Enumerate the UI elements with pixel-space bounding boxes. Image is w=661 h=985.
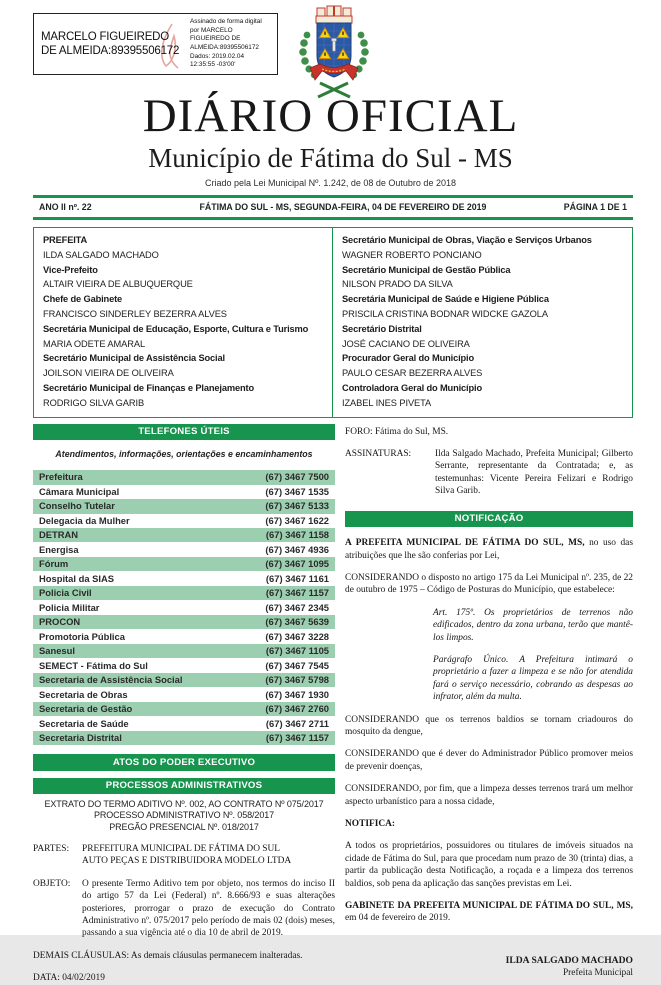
notification-body	[345, 537, 633, 925]
right-column	[345, 424, 633, 985]
phone-entity: Conselho Tutelar	[39, 500, 115, 512]
objeto-text: O presente Termo Aditivo tem por objeto, nos termos do inciso II do artigo 57 da Lei (Federal) nº. 8.666/93 e suas alterações posteriores, prorrogar o prazo de execução do Contrato Administrativo nº. 075/2017 pelo período de mais 02 (dois) meses, passando a sua vigência até o dia 10 de abril de 2019.	[82, 878, 335, 939]
phone-row	[33, 731, 335, 745]
official-name: MARIA ODETE AMARAL	[43, 338, 146, 349]
phone-entity: Secretaria de Saúde	[39, 717, 129, 729]
official-name: ILDA SALGADO MACHADO	[43, 249, 159, 260]
phone-number: (67) 3467 2345	[265, 601, 329, 613]
paragraph-text: Parágrafo Único. A Prefeitura intimará o proprietário a fazer a limpeza e se não for atendida fará o serviço necessário, cobrando as despesas ao infrator, além da multa.	[433, 654, 633, 703]
phone-row	[33, 528, 335, 542]
phone-number: (67) 3467 1105	[265, 645, 329, 657]
contract-legal-block	[345, 426, 633, 498]
official-role: Secretário Municipal de Gestão Pública	[342, 264, 511, 275]
foro-line: FORO: Fátima do Sul, MS.	[345, 426, 449, 437]
gazette-tagline: Criado pela Lei Municipal Nº. 1.242, de 08 de Outubro de 2018	[205, 178, 456, 188]
extrato-data: DATA: 04/02/2019	[33, 973, 105, 984]
municipal-crest-icon	[296, 5, 372, 99]
phone-row	[33, 557, 335, 571]
phone-row	[33, 716, 335, 730]
official-role: Procurador Geral do Município	[342, 353, 475, 364]
phone-row	[33, 499, 335, 513]
phone-row	[33, 485, 335, 499]
phone-row	[33, 658, 335, 672]
official-role: Secretário Municipal de Finanças e Planejamento	[43, 382, 254, 393]
paragraph-text: CONSIDERANDO, por fim, que a limpeza desses terrenos trará um melhor aspecto urbanístico para a nossa cidade,	[345, 784, 633, 807]
official-name: RODRIGO SILVA GARIB	[43, 397, 145, 408]
edition-date: FÁTIMA DO SUL - MS, SEGUNDA-FEIRA, 04 DE FEVEREIRO DE 2019	[199, 202, 487, 212]
assinaturas-block	[345, 448, 633, 498]
phone-entity: Policia Civil	[39, 587, 92, 599]
phone-number: (67) 3467 1158	[265, 529, 329, 541]
paragraph-text: A todos os proprietários, possuidores ou titulares de imóveis situados na cidade de Fátima do Sul, para que procedam num prazo de 30 (trinta) dias, a partir da publicação desta Notificação, a roçada e a limpeza dos terrenos baldios, sob pena da aplicação das sanções previstas em Lei.	[345, 841, 633, 889]
official-name: PRISCILA CRISTINA BODNAR WIDCKE GAZOLA	[342, 308, 548, 319]
phone-row	[33, 629, 335, 643]
mayor-signature-role: Prefeita Municipal	[562, 967, 633, 978]
notification-paragraph	[345, 537, 633, 562]
extrato-title-line: PROCESSO ADMINISTRATIVO Nº. 058/2017	[93, 810, 275, 821]
edition-bar	[33, 195, 633, 220]
official-entry	[342, 351, 623, 381]
phone-number: (67) 3467 5133	[265, 500, 329, 512]
phone-row	[33, 615, 335, 629]
phone-entity: Prefeitura	[39, 471, 83, 483]
partes-label: PARTES:	[33, 843, 70, 854]
extrato-title	[33, 799, 335, 833]
extrato-partes	[33, 843, 335, 868]
notification-paragraph	[345, 572, 633, 597]
officials-left-column	[34, 228, 333, 417]
gazette-subtitle: Município de Fátima do Sul - MS	[148, 143, 513, 173]
official-role: Secretário Municipal de Assistência Social	[43, 353, 225, 364]
edition-year-number: ANO II nº. 22	[39, 202, 92, 212]
official-entry	[43, 351, 323, 381]
section-header-notificacao: NOTIFICAÇÃO	[345, 511, 633, 528]
official-role: Secretário Municipal de Obras, Viação e Serviços Urbanos	[342, 235, 592, 245]
phone-row	[33, 687, 335, 701]
official-role: Controladora Geral do Município	[342, 382, 482, 393]
phone-table	[33, 470, 335, 745]
notification-paragraph	[433, 607, 633, 644]
official-name: WAGNER ROBERTO PONCIANO	[342, 249, 482, 260]
official-name: JOILSON VIEIRA DE OLIVEIRA	[43, 368, 174, 379]
signature-block	[345, 955, 633, 980]
extrato-body	[33, 843, 335, 985]
official-role: Secretário Distrital	[342, 323, 422, 334]
phone-number: (67) 3467 1930	[265, 688, 329, 700]
official-name: JOSÉ CACIANO DE OLIVEIRA	[342, 338, 470, 349]
phone-entity: DETRAN	[39, 529, 79, 541]
official-role: Vice-Prefeito	[43, 264, 98, 275]
official-name: FRANCISCO SINDERLEY BEZERRA ALVES	[43, 308, 227, 319]
phone-number: (67) 3467 3228	[265, 630, 329, 642]
section-header-processos: PROCESSOS ADMINISTRATIVOS	[33, 778, 335, 795]
official-entry	[43, 381, 323, 411]
officials-right-column	[333, 228, 632, 417]
paragraph-text: em 04 de fevereiro de 2019.	[345, 913, 451, 924]
phone-number: (67) 3467 7500	[265, 471, 329, 483]
mayor-signature-name: ILDA SALGADO MACHADO	[505, 954, 633, 966]
phone-entity: Sanesul	[39, 645, 75, 657]
official-entry	[342, 322, 623, 352]
left-column	[33, 424, 335, 985]
officials-box	[33, 227, 633, 418]
official-entry	[43, 322, 323, 352]
phone-entity: Câmara Municipal	[39, 485, 120, 497]
notification-paragraph	[433, 654, 633, 704]
paragraph-text: CONSIDERANDO que é dever do Administrador Público promover meios de prevenir doenças,	[345, 749, 633, 772]
phone-row	[33, 673, 335, 687]
paragraph-lead: NOTIFICA:	[345, 819, 396, 829]
section-header-atos: ATOS DO PODER EXECUTIVO	[33, 754, 335, 771]
edition-page-count: PÁGINA 1 DE 1	[563, 202, 627, 212]
phone-row	[33, 702, 335, 716]
partes-line2: AUTO PEÇAS E DISTRIBUIDORA MODELO LTDA	[82, 856, 292, 867]
objeto-label: OBJETO:	[33, 878, 71, 889]
official-name: ALTAIR VIEIRA DE ALBUQUERQUE	[43, 279, 193, 290]
phone-number: (67) 3467 5639	[265, 616, 329, 628]
assinaturas-label: ASSINATURAS:	[345, 448, 412, 459]
official-entry	[342, 381, 623, 411]
notification-paragraph	[345, 900, 633, 925]
phone-entity: Fórum	[39, 558, 69, 570]
extrato-demais: DEMAIS CLÁUSULAS: As demais cláusulas permanecem inalteradas.	[33, 950, 303, 961]
phone-row	[33, 571, 335, 585]
official-name: IZABEL INES PIVETA	[342, 397, 432, 408]
phone-row	[33, 470, 335, 484]
paragraph-text: no uso das atribuições que lhe são conferias por Lei,	[345, 538, 633, 561]
official-role: Secretária Municipal de Saúde e Higiene Pública	[342, 294, 549, 305]
extrato-objeto	[33, 878, 335, 940]
extrato-title-line: EXTRATO DO TERMO ADITIVO Nº. 002, AO CONTRATO Nº 075/2017	[44, 799, 324, 810]
official-entry	[43, 292, 323, 322]
phone-number: (67) 3467 1157	[265, 732, 329, 744]
phone-entity: Policia Militar	[39, 601, 100, 613]
phone-entity: Promotoria Pública	[39, 630, 125, 642]
paragraph-lead: A PREFEITA MUNICIPAL DE FÁTIMA DO SUL, MS,	[345, 538, 585, 549]
notification-paragraph	[345, 748, 633, 773]
phone-number: (67) 3467 4936	[265, 543, 329, 555]
phone-entity: SEMECT - Fátima do Sul	[39, 659, 148, 671]
notification-paragraph	[345, 818, 633, 830]
partes-line1: PREFEITURA MUNICIPAL DE FÁTIMA DO SUL	[82, 843, 281, 854]
official-entry	[342, 292, 623, 322]
body-columns	[0, 418, 661, 985]
official-name: PAULO CESAR BEZERRA ALVES	[342, 368, 483, 379]
section-header-telefones: TELEFONES ÚTEIS	[33, 424, 335, 441]
paragraph-text: CONSIDERANDO que os terrenos baldios se tornam criadouros do mosquito da dengue,	[345, 714, 633, 737]
phone-row	[33, 542, 335, 556]
paragraph-text: CONSIDERANDO o disposto no artigo 175 da Lei Municipal nº. 235, de 22 de outubro de 1975 – Código de Posturas do Município, que estabelece:	[345, 572, 633, 596]
phone-entity: Secretaria de Obras	[39, 688, 128, 700]
official-entry	[43, 233, 323, 263]
phone-number: (67) 3467 7545	[265, 659, 329, 671]
phone-number: (67) 3467 1157	[265, 587, 329, 599]
phone-number: (67) 3467 2760	[265, 703, 329, 715]
paragraph-lead: GABINETE DA PREFEITA MUNICIPAL DE FÁTIMA DO SUL, MS,	[345, 901, 633, 912]
phone-entity: Energisa	[39, 543, 79, 555]
official-role: Chefe de Gabinete	[43, 294, 123, 305]
phone-number: (67) 3467 1095	[265, 558, 329, 570]
phones-subtitle: Atendimentos, informações, orientações e encaminhamentos	[55, 449, 313, 460]
digital-signature-stamp	[33, 13, 278, 75]
phone-entity: Secretaria de Gestão	[39, 703, 133, 715]
official-role: PREFEITA	[43, 235, 88, 245]
phone-row	[33, 600, 335, 614]
assinaturas-text: Ilda Salgado Machado, Prefeita Municipal; Gilberto Serrante, representante da Contratada; e, as testemunhas: Vicente Pereira Felizari e Rodrigo Silva Garib.	[435, 448, 633, 497]
notification-paragraph	[345, 840, 633, 890]
phone-entity: Delegacia da Mulher	[39, 514, 130, 526]
phone-number: (67) 3467 2711	[265, 717, 329, 729]
phone-entity: Hospital da SIAS	[39, 572, 115, 584]
phone-row	[33, 644, 335, 658]
gazette-title: DIÁRIO OFICIAL	[142, 90, 519, 142]
phone-row	[33, 514, 335, 528]
paragraph-text: Art. 175º. Os proprietários de terrenos não edificados, dentro da zona urbana, terão que mantê-los limpos.	[433, 607, 633, 643]
notification-paragraph	[345, 714, 633, 739]
phone-row	[33, 586, 335, 600]
phone-entity: Secretaria Distrital	[39, 732, 122, 744]
phone-entity: PROCON	[39, 616, 81, 628]
notification-paragraph	[345, 783, 633, 808]
official-role: Secretária Municipal de Educação, Esporte, Cultura e Turismo	[43, 323, 309, 334]
signature-details: Assinado de forma digital por MARCELO FIGUEIREDO DE ALMEIDA:89395506172 Dados: 2019.02.04 12:35:55 -03'00'	[190, 18, 262, 69]
official-entry	[342, 263, 623, 293]
official-entry	[43, 263, 323, 293]
phone-entity: Secretaria de Assistência Social	[39, 674, 183, 686]
signer-name: MARCELO FIGUEIREDO DE ALMEIDA:89395506172	[41, 30, 180, 57]
official-entry	[342, 233, 623, 263]
extrato-title-line: PREGÃO PRESENCIAL Nº. 018/2017	[109, 821, 259, 832]
phone-number: (67) 3467 1161	[265, 572, 329, 584]
phone-number: (67) 3467 5798	[265, 674, 329, 686]
phone-number: (67) 3467 1622	[265, 514, 329, 526]
phone-number: (67) 3467 1535	[265, 485, 329, 497]
official-name: NILSON PRADO DA SILVA	[342, 279, 453, 290]
